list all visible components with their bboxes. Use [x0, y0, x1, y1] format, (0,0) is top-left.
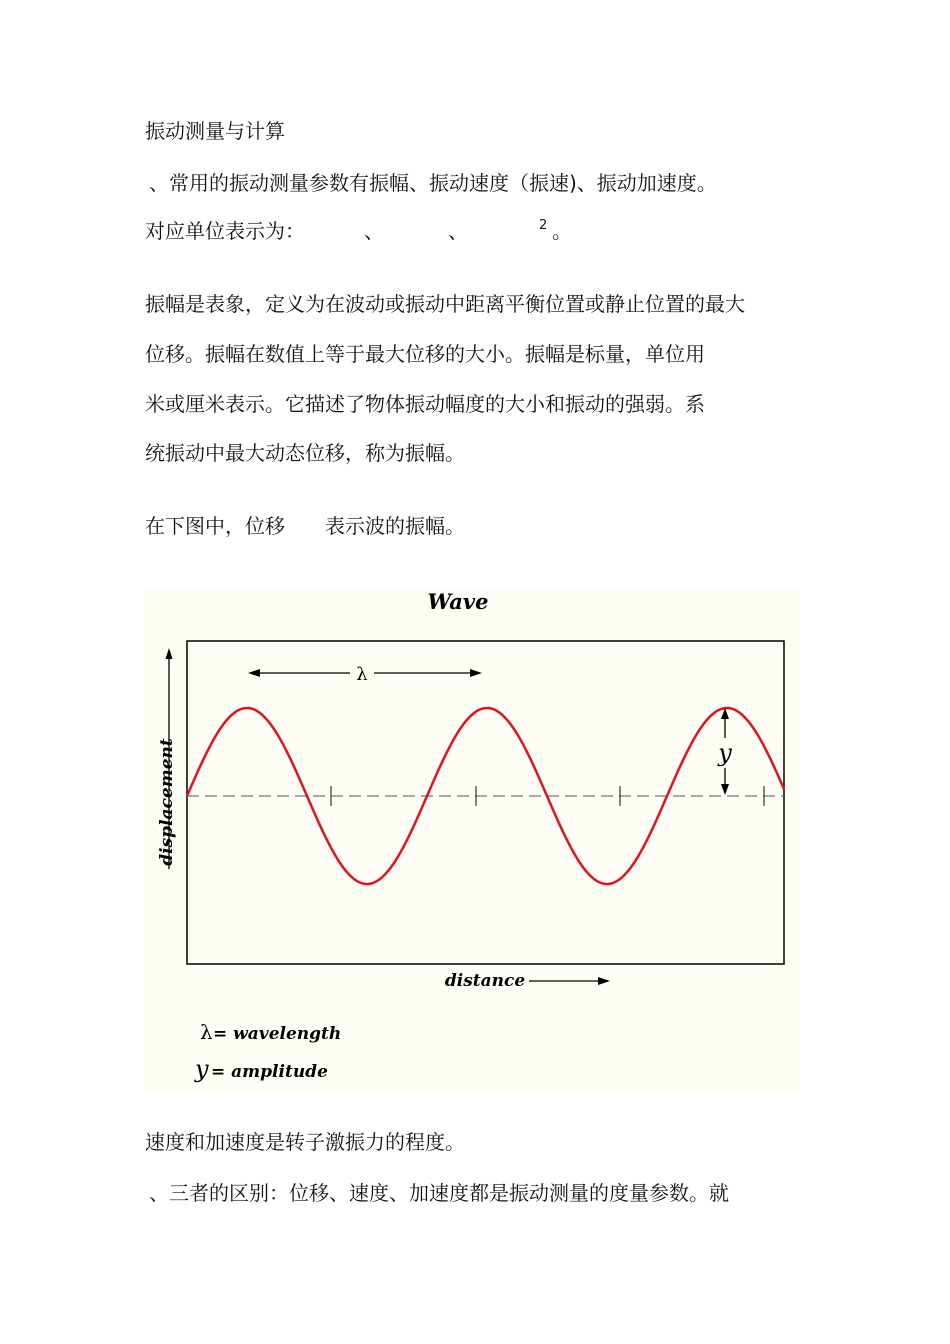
doc-line-2-prefix: 对应单位表示为：	[145, 219, 305, 243]
paragraph-4: 、三者的区别：位移、速度、加速度都是振动测量的度量参数。就	[149, 1181, 729, 1205]
legend-y-text: = amplitude	[211, 1062, 328, 1082]
doc-line-2-superscript: 2	[539, 218, 548, 233]
figure-title: Wave	[427, 589, 489, 614]
doc-title: 振动测量与计算	[145, 119, 285, 143]
figure-background	[145, 589, 800, 1093]
legend-lambda-text: = wavelength	[213, 1024, 342, 1044]
paragraph-2-a: 在下图中，位移	[145, 514, 285, 538]
doc-line-2-end: 。	[552, 219, 572, 243]
doc-line-1: 、常用的振动测量参数有振幅、振动速度（振速)、振动加速度。	[149, 171, 717, 195]
paragraph-1-line-1: 振幅是表象，定义为在波动或振动中距离平衡位置或静止位置的最大	[145, 292, 745, 316]
doc-line-2-sep1: 、	[364, 219, 384, 243]
doc-line-2-sep2: 、	[448, 219, 468, 243]
wave-diagram	[145, 589, 800, 1093]
paragraph-2-b: 表示波的振幅。	[325, 514, 465, 538]
wave-figure	[145, 589, 800, 1093]
paragraph-3: 速度和加速度是转子激振力的程度。	[145, 1130, 465, 1154]
paragraph-1-line-3: 米或厘米表示。它描述了物体振动幅度的大小和振动的强弱。系	[145, 392, 705, 416]
legend-y-symbol: y	[195, 1055, 209, 1083]
x-axis-label: distance	[444, 971, 526, 991]
wavelength-symbol: λ	[356, 664, 368, 685]
y-axis-label: displacement	[157, 738, 177, 866]
paragraph-1-line-2: 位移。振幅在数值上等于最大位移的大小。振幅是标量，单位用	[145, 342, 705, 366]
paragraph-1-line-4: 统振动中最大动态位移，称为振幅。	[145, 441, 465, 465]
legend-lambda-symbol: λ	[200, 1020, 213, 1044]
amplitude-symbol: y	[718, 739, 732, 767]
